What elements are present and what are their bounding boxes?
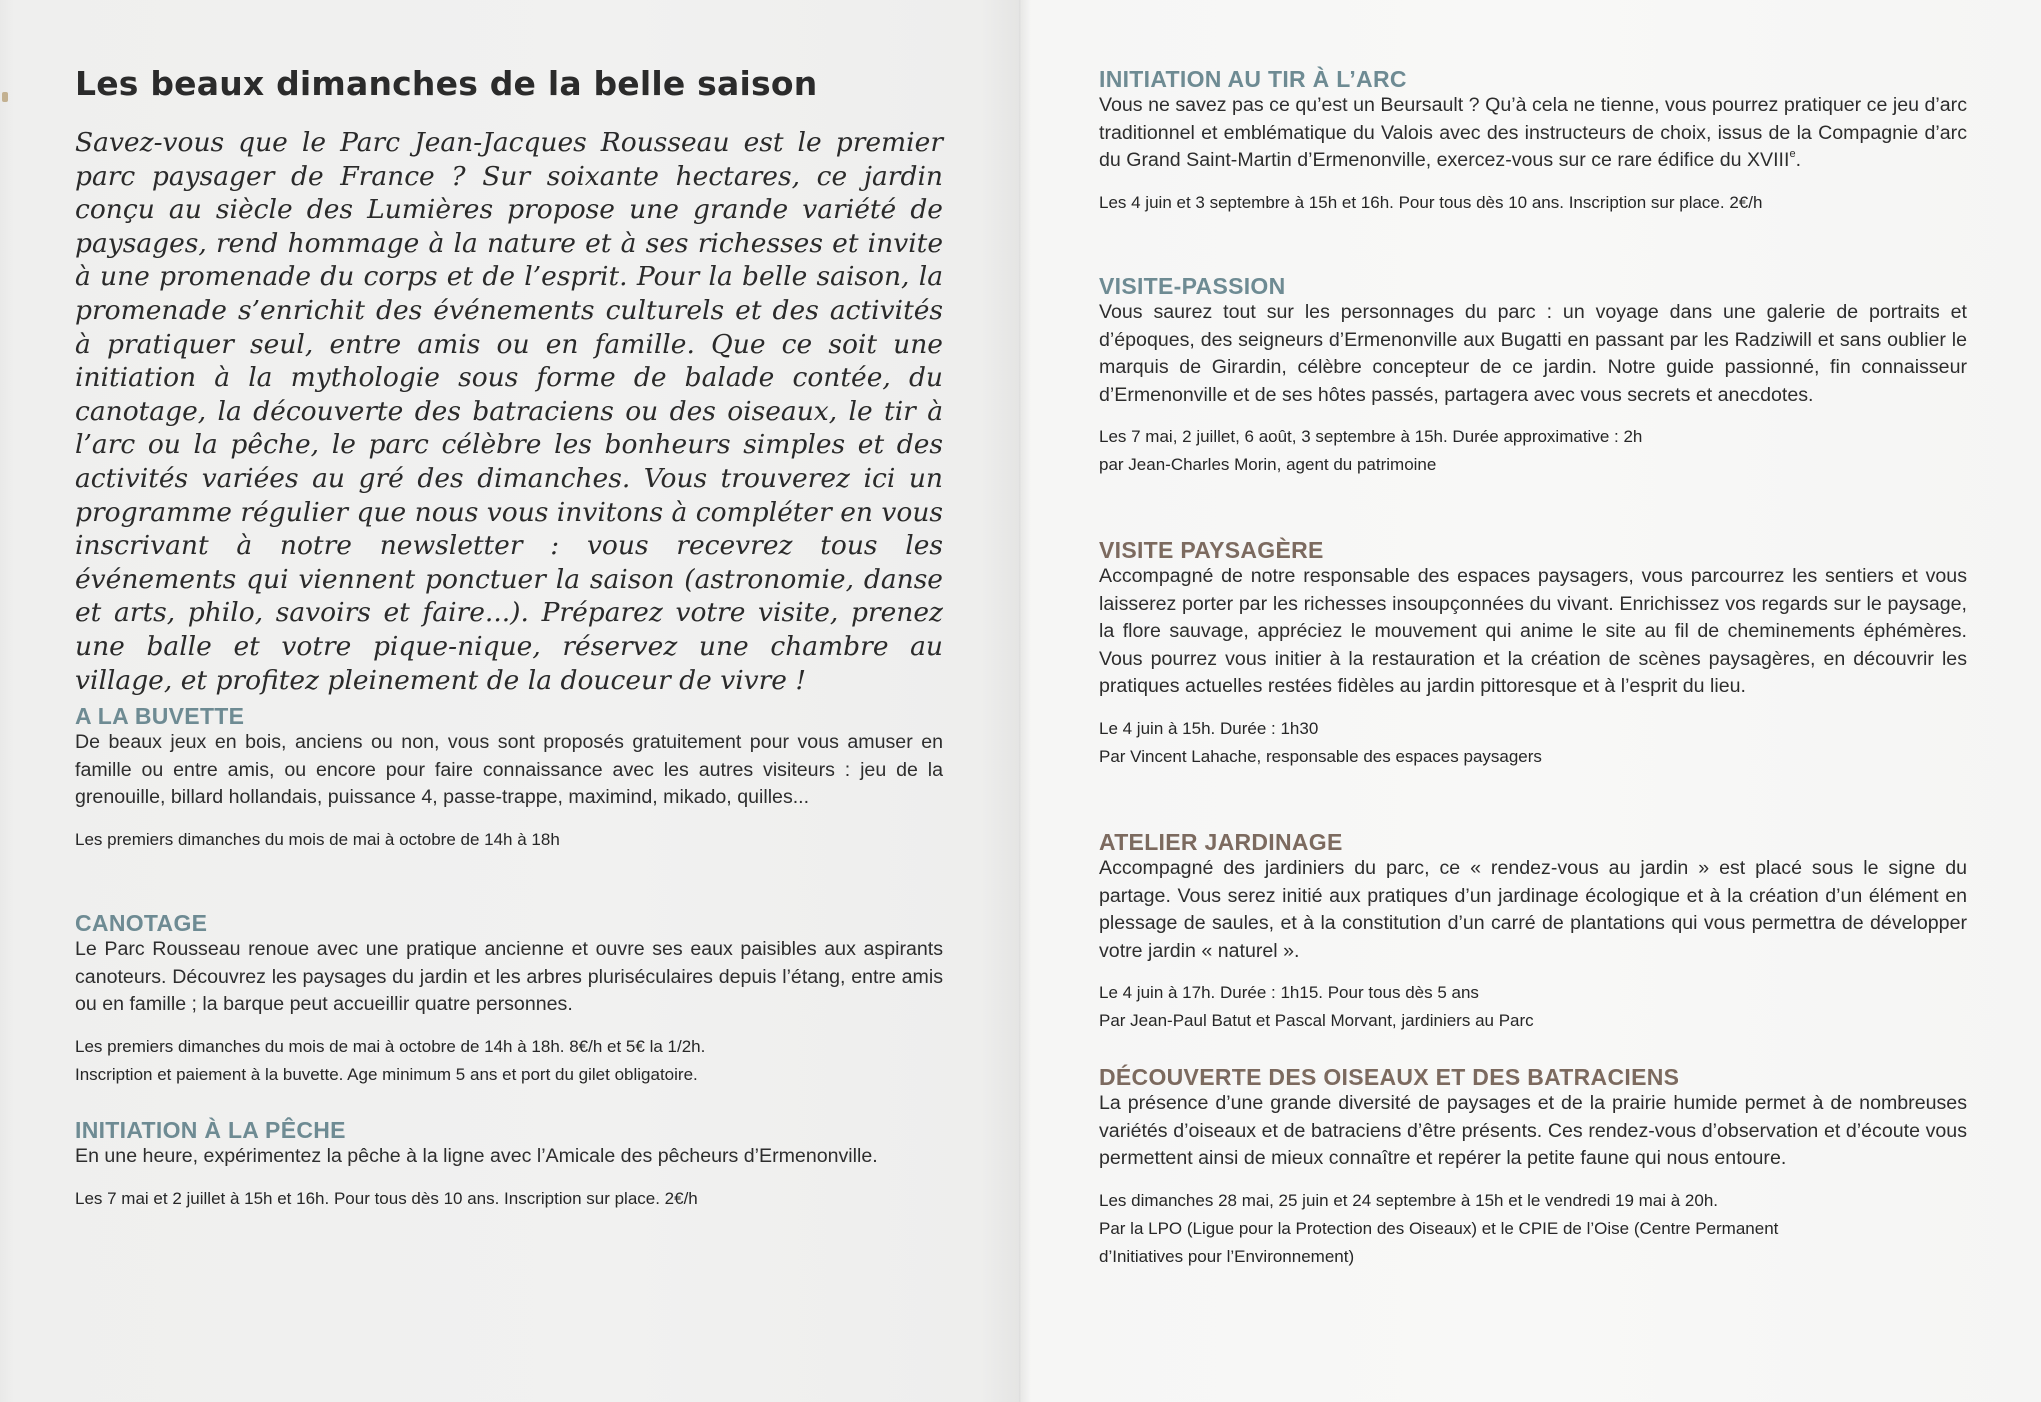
section-info (75, 1033, 943, 1089)
section-title: CANOTAGE (75, 910, 208, 936)
section-title: ATELIER JARDINAGE (1099, 829, 1343, 855)
section-info (1099, 423, 1967, 479)
section-body: La présence d’une grande diversité de paysages et de la prairie humide permet à de nombreuses variétés d’oiseaux et de batraciens d’être présents. Ces rendez-vous d’observation et d’écoute vous permettent ainsi de mieux connaître et repérer la petite faune qui nous entoure. (1099, 1092, 1967, 1169)
intro-paragraph: Savez-vous que le Parc Jean-Jacques Rousseau est le premier parc paysager de France ? Sur soixante hectares, ce jardin conçu au siècle des Lumières propose une grande variété de paysages, rend hommage à la nature et à ses richesses et invite à une promenade du corps et de l’esprit. Pour la belle saison, la promenade s’enrichit des événements culturels et des activités à pratiquer seul, entre amis ou en famille. Que ce soit une initiation à la mythologie sous forme de balade contée, du canotage, la découverte des batraciens ou des oiseaux, le tir à l’arc ou la pêche, le parc célèbre les bonheurs simples et des activités variées au gré des dimanches. Vous trouverez ici un programme régulier que nous vous invitons à compléter en vous inscrivant à notre newsletter : vous recevrez tous les événements qui viennent ponctuer la saison (astronomie, danse et arts, philo, savoirs et faire...). Préparez votre visite, prenez une balle et votre pique-nique, réservez une chambre au village, et profitez pleinement de la douceur de vivre ! (75, 127, 943, 696)
section-title: INITIATION AU TIR À L’ARC (1099, 66, 1407, 92)
info-line: Les premiers dimanches du mois de mai à octobre de 14h à 18h. 8€/h et 5€ la 1/2h. (75, 1036, 706, 1056)
section-visite-passion (1099, 273, 1967, 479)
info-line: Par la LPO (Ligue pour la Protection des Oiseaux) et le CPIE de l’Oise (Centre Permanent (1099, 1218, 1779, 1238)
body-end: . (1795, 149, 1802, 171)
section-body: En une heure, expérimentez la pêche à la ligne avec l’Amicale des pêcheurs d’Ermenonville. (75, 1145, 878, 1167)
section-title: VISITE PAYSAGÈRE (1099, 537, 1324, 563)
info-line: Les 7 mai et 2 juillet à 15h et 16h. Pour tous dès 10 ans. Inscription sur place. 2€/h (75, 1188, 698, 1208)
section-body: Accompagné de notre responsable des espaces paysagers, vous parcourrez les sentiers et vous laisserez porter par les richesses insoupçonnées du vivant. Enrichissez vos regards sur le paysage, la flore sauvage, appréciez le mouvement qui anime le site au fil de cheminements éphémères. Vous pourrez vous initier à la restauration et la création de scènes paysagères, en découvrir les pratiques actuelles restées fidèles au jardin pittoresque et à l’esprit du lieu. (1099, 565, 1967, 697)
section-info (1099, 979, 1967, 1035)
superscript: e (1789, 148, 1796, 160)
section-info (75, 1185, 943, 1213)
info-line: Les 7 mai, 2 juillet, 6 août, 3 septembre à 15h. Durée approximative : 2h (1099, 427, 1643, 446)
body-text: Vous ne savez pas ce qu’est un Beursault ? Qu’à cela ne tienne, vous pourrez pratiquer ce jeu d’arc traditionnel et emblématique du Valois avec des instructeurs de choix, issus de la Compagnie d’arc du Grand Saint-Martin d’Ermenonville, exercez-vous sur ce rare édifice du XVIII (1099, 94, 1967, 171)
paper-speck (2, 92, 8, 102)
section-atelier-jardinage (1099, 829, 1967, 1035)
info-line: Le 4 juin à 15h. Durée : 1h30 (1099, 718, 1319, 738)
info-line: Les 4 juin et 3 septembre à 15h et 16h. Pour tous dès 10 ans. Inscription sur place. 2€/h (1099, 192, 1763, 212)
info-line: d’Initiatives pour l’Environnement) (1099, 1246, 1355, 1266)
section-title: A LA BUVETTE (75, 703, 245, 729)
section-body: Accompagné des jardiniers du parc, ce « rendez-vous au jardin » est placé sous le signe du partage. Vous serez initié aux pratiques d’un jardinage écologique et à la création d’un élément en plessage de saules, et à la constitution d’un carré de plantations qui vous permettra de développer votre jardin « naturel ». (1099, 857, 1967, 962)
info-line: Par Vincent Lahache, responsable des espaces paysagers (1099, 746, 1542, 766)
section-body: Le Parc Rousseau renoue avec une pratique ancienne et ouvre ses eaux paisibles aux aspirants canoteurs. Découvrez les paysages du jardin et les arbres pluriséculaires depuis l’étang, entre amis ou en famille ; la barque peut accueillir quatre personnes. (75, 938, 943, 1015)
section-title: VISITE-PASSION (1099, 273, 1286, 299)
section-info (75, 826, 943, 854)
info-line: Par Jean-Paul Batut et Pascal Morvant, jardiniers au Parc (1099, 1011, 1534, 1030)
section-info (1099, 1187, 1967, 1271)
section-visite-paysagere (1099, 537, 1967, 771)
section-info (1099, 715, 1967, 771)
section-tir-arc (1099, 66, 1967, 217)
section-oiseaux-batraciens (1099, 1064, 1967, 1271)
info-line: Les dimanches 28 mai, 25 juin et 24 septembre à 15h et le vendredi 19 mai à 20h. (1099, 1190, 1718, 1210)
info-line: Le 4 juin à 17h. Durée : 1h15. Pour tous dès 5 ans (1099, 983, 1479, 1002)
info-line: Inscription et paiement à la buvette. Age minimum 5 ans et port du gilet obligatoire. (75, 1064, 698, 1084)
section-title: INITIATION À LA PÊCHE (75, 1117, 346, 1143)
section-buvette (75, 703, 943, 854)
info-line: par Jean-Charles Morin, agent du patrimoine (1099, 455, 1437, 474)
section-info (1099, 189, 1967, 217)
section-body: Vous saurez tout sur les personnages du parc : un voyage dans une galerie de portraits et d’époques, des seigneurs d’Ermenonville aux Bugatti en passant par les Radziwill et sans oublier le marquis de Girardin, célèbre concepteur de ce jardin. Notre guide passionné, fin connaisseur d’Ermenonville et de ses hôtes passés, partagera avec vous secrets et anecdotes. (1099, 301, 1967, 406)
page-fold (1019, 0, 1022, 1402)
section-title: DÉCOUVERTE DES OISEAUX ET DES BATRACIENS (1099, 1064, 1680, 1090)
section-body: De beaux jeux en bois, anciens ou non, vous sont proposés gratuitement pour vous amuser en famille ou entre amis, ou encore pour faire connaissance avec les autres visiteurs : jeu de la grenouille, billard hollandais, puissance 4, passe-trappe, maximind, mikado, quilles... (75, 731, 943, 808)
section-body (1099, 92, 1967, 175)
page-title: Les beaux dimanches de la belle saison (75, 64, 818, 103)
info-line: Les premiers dimanches du mois de mai à octobre de 14h à 18h (75, 829, 560, 849)
section-canotage (75, 910, 943, 1089)
section-peche (75, 1117, 943, 1213)
